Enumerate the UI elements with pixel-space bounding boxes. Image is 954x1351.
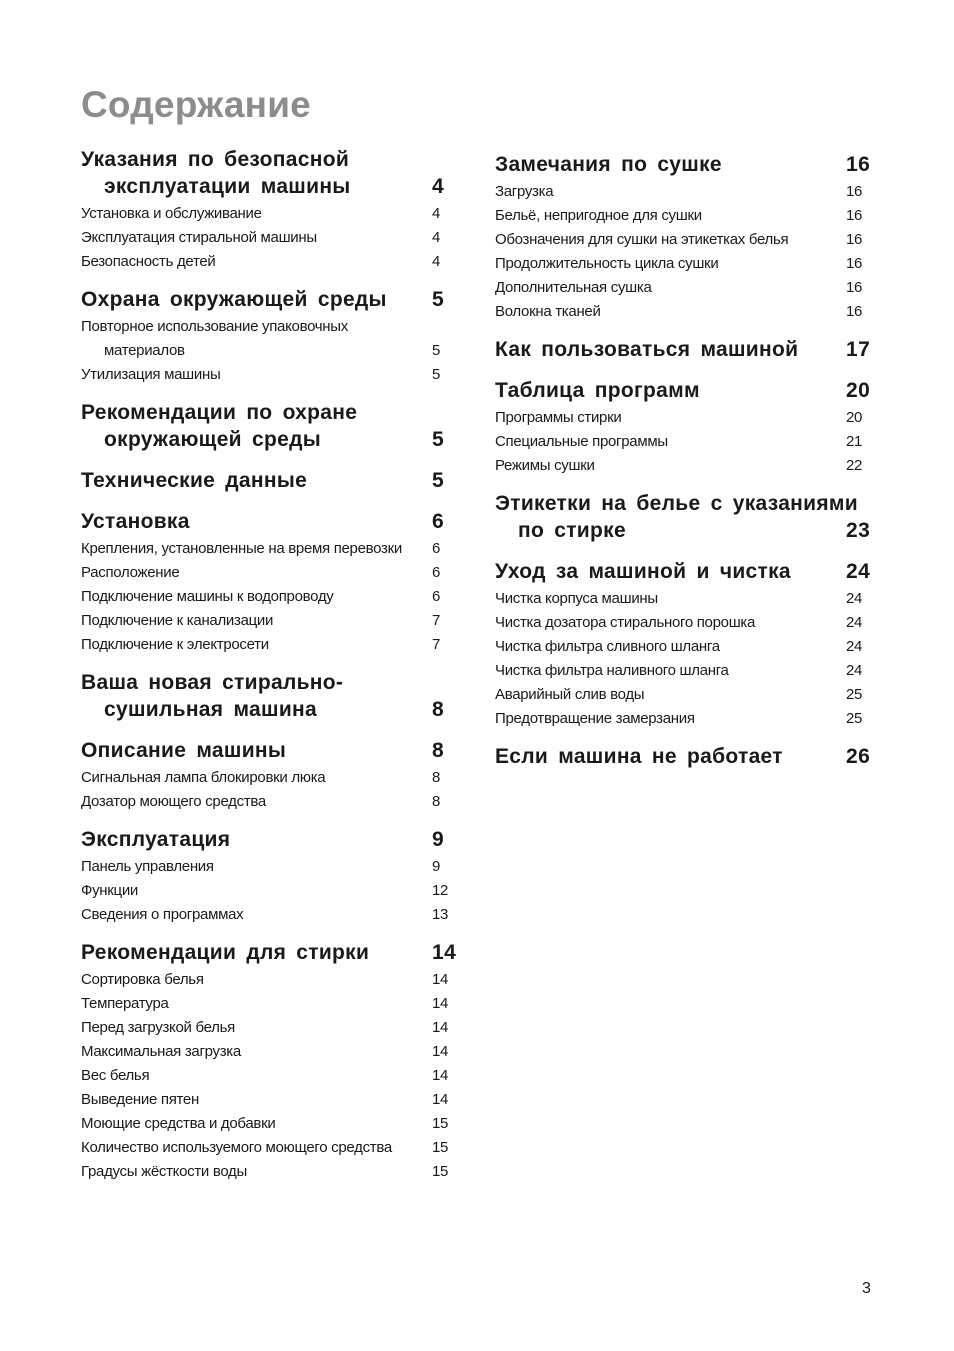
- toc-subsection-item[interactable]: [81, 1040, 501, 1064]
- toc-entry-text: Продолжительность цикла сушки 16: [495, 252, 915, 276]
- toc-page-number: 6: [432, 540, 441, 557]
- toc-page-number: 14: [432, 1019, 449, 1036]
- toc-subsection-item[interactable]: [81, 585, 501, 609]
- toc-section-heading[interactable]: [81, 826, 501, 855]
- toc-section-heading[interactable]: [495, 743, 915, 772]
- toc-subsection-item[interactable]: [81, 1160, 501, 1184]
- toc-page-number: 9: [432, 828, 445, 851]
- toc-entry-text: Подключение машины к водопроводу 6: [81, 585, 501, 609]
- toc-subsection-item[interactable]: [495, 228, 915, 252]
- toc-entry-text: эксплуатации машины 4: [104, 175, 445, 198]
- toc-page-number: 24: [846, 614, 863, 631]
- toc-section-heading[interactable]: [81, 939, 501, 968]
- toc-entry-text: Ваша новая стирально-: [81, 671, 344, 694]
- toc-entry-text: Эксплуатация 9: [81, 828, 445, 851]
- toc-subsection-item[interactable]: [81, 537, 501, 561]
- toc-subsection-item[interactable]: [81, 766, 501, 790]
- toc-entry-text: по стирке 23: [518, 519, 871, 542]
- toc-subsection-item[interactable]: [81, 855, 501, 879]
- toc-page-number: 15: [432, 1163, 449, 1180]
- toc-page-number: 5: [432, 469, 445, 492]
- toc-section-heading[interactable]: [495, 336, 915, 365]
- toc-subsection-item[interactable]: [495, 252, 915, 276]
- toc-subsection-item[interactable]: [81, 226, 501, 250]
- toc-entry-text: Подключение к канализации 7: [81, 609, 501, 633]
- toc-page-number: 14: [432, 995, 449, 1012]
- toc-entry-text: Замечания по сушке 16: [495, 153, 871, 176]
- toc-entry-text: материалов 5: [81, 339, 501, 363]
- toc-page-number: 16: [846, 279, 863, 296]
- toc-page-number: 24: [846, 638, 863, 655]
- toc-entry-text: Установка 6: [81, 510, 445, 533]
- toc-entry-text: Аварийный слив воды 25: [495, 683, 915, 707]
- toc-subsection-item[interactable]: [495, 430, 915, 454]
- toc-page-number: 13: [432, 906, 449, 923]
- toc-subsection-item[interactable]: [81, 1064, 501, 1088]
- toc-entry-text: Таблица программ 20: [495, 379, 871, 402]
- toc-subsection-item[interactable]: [81, 363, 501, 387]
- toc-page-number: 15: [432, 1115, 449, 1132]
- toc-entry-text: Функции 12: [81, 879, 501, 903]
- toc-page-number: 24: [846, 662, 863, 679]
- toc-page-number: 16: [846, 207, 863, 224]
- toc-page-number: 12: [432, 882, 449, 899]
- toc-entry-text: Температура 14: [81, 992, 501, 1016]
- toc-section-heading[interactable]: [81, 399, 501, 455]
- toc-entry-text: Градусы жёсткости воды 15: [81, 1160, 501, 1184]
- toc-section-heading[interactable]: [495, 377, 915, 406]
- toc-entry-text: Установка и обслуживание 4: [81, 202, 501, 226]
- toc-subsection-item[interactable]: [81, 992, 501, 1016]
- toc-subsection-item[interactable]: [81, 1112, 501, 1136]
- toc-entry-text: Повторное использование упаковочных: [81, 318, 348, 335]
- toc-page-number: 5: [432, 428, 445, 451]
- toc-page-number: 7: [432, 612, 441, 629]
- toc-page-number: 16: [846, 231, 863, 248]
- toc-page-number: 8: [432, 793, 441, 810]
- toc-page-number: 25: [846, 710, 863, 727]
- toc-page-number: 5: [432, 342, 441, 359]
- toc-subsection-item[interactable]: [495, 683, 915, 707]
- toc-page-number: 8: [432, 698, 445, 721]
- toc-section-heading[interactable]: [81, 508, 501, 537]
- toc-page-number: 5: [432, 288, 445, 311]
- toc-subsection-item[interactable]: [81, 968, 501, 992]
- toc-subsection-item[interactable]: [495, 276, 915, 300]
- toc-page-number: 4: [432, 205, 441, 222]
- toc-page-number: 9: [432, 858, 441, 875]
- toc-entry-text: Чистка дозатора стирального порошка 24: [495, 611, 915, 635]
- toc-entry-text: Чистка фильтра сливного шланга 24: [495, 635, 915, 659]
- toc-entry-text: Максимальная загрузка 14: [81, 1040, 501, 1064]
- toc-page-number: 16: [846, 255, 863, 272]
- toc-entry-text: Сведения о программах 13: [81, 903, 501, 927]
- toc-entry-text: Волокна тканей 16: [495, 300, 915, 324]
- toc-page-number: 8: [432, 769, 441, 786]
- toc-section-heading[interactable]: [81, 467, 501, 496]
- toc-entry-text: Предотвращение замерзания 25: [495, 707, 915, 731]
- toc-subsection-item[interactable]: [81, 633, 501, 657]
- toc-entry-text: Расположение 6: [81, 561, 501, 585]
- toc-page-number: 7: [432, 636, 441, 653]
- toc-entry-text: Режимы сушки 22: [495, 454, 915, 478]
- toc-subsection-item[interactable]: [495, 454, 915, 478]
- toc-subsection-item[interactable]: [81, 561, 501, 585]
- toc-subsection-item[interactable]: [81, 1016, 501, 1040]
- toc-entry-text: Как пользоваться машиной 17: [495, 338, 871, 361]
- toc-subsection-item[interactable]: [495, 659, 915, 683]
- toc-entry-text: Панель управления 9: [81, 855, 501, 879]
- toc-entry-text: Выведение пятен 14: [81, 1088, 501, 1112]
- toc-section-heading[interactable]: [495, 151, 915, 180]
- toc-entry-text: Рекомендации по охране: [81, 401, 358, 424]
- toc-entry-text: Сигнальная лампа блокировки люка 8: [81, 766, 501, 790]
- toc-subsection-item[interactable]: [495, 635, 915, 659]
- toc-entry-text: Вес белья 14: [81, 1064, 501, 1088]
- toc-entry-text: Перед загрузкой белья 14: [81, 1016, 501, 1040]
- toc-page-number: 16: [846, 183, 863, 200]
- toc-subsection-item[interactable]: [81, 903, 501, 927]
- toc-page-number: 21: [846, 433, 863, 450]
- toc-subsection-item[interactable]: [81, 609, 501, 633]
- toc-page-number: 26: [846, 745, 871, 768]
- toc-page-number: 20: [846, 409, 863, 426]
- page-number: 3: [862, 1280, 871, 1297]
- toc-section-heading[interactable]: [81, 146, 501, 202]
- toc-entry-text: Подключение к электросети 7: [81, 633, 501, 657]
- toc-page-number: 4: [432, 253, 441, 270]
- toc-entry-text: Уход за машиной и чистка 24: [495, 560, 871, 583]
- toc-subsection-item[interactable]: [81, 202, 501, 226]
- toc-page-number: 5: [432, 366, 441, 383]
- toc-subsection-item[interactable]: [495, 204, 915, 228]
- toc-left-column: [81, 146, 501, 1184]
- toc-right-column: [495, 151, 915, 772]
- toc-entry-text: Количество используемого моющего средства 15: [81, 1136, 501, 1160]
- toc-subsection-item[interactable]: [495, 611, 915, 635]
- toc-entry-text: Описание машины 8: [81, 739, 445, 762]
- toc-entry-text: Рекомендации для стирки 14: [81, 941, 457, 964]
- toc-entry-text: Загрузка 16: [495, 180, 915, 204]
- toc-section-heading[interactable]: [81, 737, 501, 766]
- toc-page-number: 17: [846, 338, 871, 361]
- toc-entry-text: Этикетки на белье с указаниями: [495, 492, 858, 515]
- toc-page-number: 24: [846, 560, 871, 583]
- toc-subsection-item[interactable]: [81, 250, 501, 274]
- toc-entry-text: Чистка корпуса машины 24: [495, 587, 915, 611]
- toc-entry-text: Утилизация машины 5: [81, 363, 501, 387]
- toc-subsection-item[interactable]: [495, 707, 915, 731]
- toc-entry-text: Моющие средства и добавки 15: [81, 1112, 501, 1136]
- toc-page-number: 14: [432, 1067, 449, 1084]
- toc-subsection-item[interactable]: [81, 1088, 501, 1112]
- toc-entry-text: Крепления, установленные на время перевозки 6: [81, 537, 501, 561]
- toc-subsection-item[interactable]: [81, 879, 501, 903]
- toc-entry-text: Программы стирки 20: [495, 406, 915, 430]
- toc-entry-text: Специальные программы 21: [495, 430, 915, 454]
- toc-entry-text: Чистка фильтра наливного шланга 24: [495, 659, 915, 683]
- toc-section-heading[interactable]: [495, 490, 915, 546]
- toc-section-heading[interactable]: [81, 286, 501, 315]
- page-title: Содержание: [81, 84, 311, 125]
- toc-section-heading[interactable]: [495, 558, 915, 587]
- toc-page-number: 15: [432, 1139, 449, 1156]
- toc-entry-text: Дозатор моющего средства 8: [81, 790, 501, 814]
- toc-entry-text: Указания по безопасной: [81, 148, 350, 171]
- toc-page-number: 14: [432, 1043, 449, 1060]
- toc-section-heading[interactable]: [81, 669, 501, 725]
- toc-entry-text: Дополнительная сушка 16: [495, 276, 915, 300]
- toc-page-number: 14: [432, 1091, 449, 1108]
- toc-entry-text: Сортировка белья 14: [81, 968, 501, 992]
- toc-entry-text: Технические данные 5: [81, 469, 445, 492]
- toc-page-number: 6: [432, 588, 441, 605]
- toc-page-number: 24: [846, 590, 863, 607]
- toc-entry-text: Обозначения для сушки на этикетках белья 16: [495, 228, 915, 252]
- toc-page-number: 4: [432, 175, 445, 198]
- toc-subsection-item[interactable]: [81, 790, 501, 814]
- toc-entry-text: Охрана окружающей среды 5: [81, 288, 445, 311]
- toc-subsection-item[interactable]: [495, 587, 915, 611]
- toc-entry-text: Эксплуатация стиральной машины 4: [81, 226, 501, 250]
- toc-page-number: 16: [846, 153, 871, 176]
- toc-entry-text: сушильная машина 8: [104, 698, 445, 721]
- toc-page-number: 25: [846, 686, 863, 703]
- toc-page-number: 16: [846, 303, 863, 320]
- toc-page-number: 23: [846, 519, 871, 542]
- toc-subsection-item[interactable]: [495, 406, 915, 430]
- toc-page-number: 8: [432, 739, 445, 762]
- toc-page-number: 14: [432, 971, 449, 988]
- toc-entry-text: Безопасность детей 4: [81, 250, 501, 274]
- toc-page-number: 6: [432, 564, 441, 581]
- toc-entry-text: окружающей среды 5: [104, 428, 445, 451]
- toc-subsection-item[interactable]: [81, 315, 501, 363]
- toc-page-number: 14: [432, 941, 457, 964]
- toc-page-number: 20: [846, 379, 871, 402]
- toc-page-number: 4: [432, 229, 441, 246]
- toc-page-number: 6: [432, 510, 445, 533]
- toc-entry-text: Бельё, непригодное для сушки 16: [495, 204, 915, 228]
- toc-subsection-item[interactable]: [495, 300, 915, 324]
- toc-page-number: 22: [846, 457, 863, 474]
- toc-subsection-item[interactable]: [495, 180, 915, 204]
- toc-entry-text: Если машина не работает 26: [495, 745, 871, 768]
- toc-subsection-item[interactable]: [81, 1136, 501, 1160]
